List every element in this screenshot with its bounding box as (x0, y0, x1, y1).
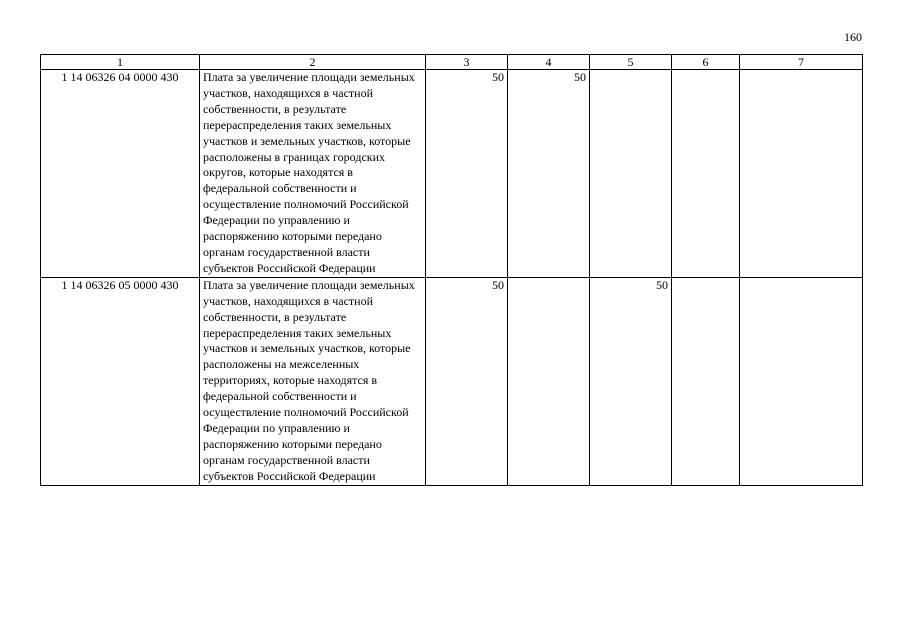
table-row (41, 277, 863, 485)
column-4-value (508, 277, 590, 485)
column-6-value (672, 277, 740, 485)
income-description-cell: Плата за увеличение площади земельных участков, находящихся в частной собственности, в результате перераспределения таких земельных участков и земельных участков, которые расположены на межселенных территориях, которые находятся в федеральной собственности и осуществление полномочий Российской Федерации по управлению и распоряжению которыми передано органам государственной власти субъектов Российской Федерации (200, 277, 426, 485)
income-code-cell: 1 14 06326 04 0000 430 (41, 70, 200, 278)
column-header-1: 1 (41, 55, 200, 70)
column-7-value (740, 70, 863, 278)
column-6-value (672, 70, 740, 278)
column-header-4: 4 (508, 55, 590, 70)
income-description-cell: Плата за увеличение площади земельных участков, находящихся в частной собственности, в результате перераспределения таких земельных участков и земельных участков, которые расположены в границах городских округов, которые находятся в федеральной собственности и осуществление полномочий Российской Федерации по управлению и распоряжению которыми передано органам государственной власти субъектов Российской Федерации (200, 70, 426, 278)
income-code-cell: 1 14 06326 05 0000 430 (41, 277, 200, 485)
column-3-value: 50 (426, 277, 508, 485)
column-header-6: 6 (672, 55, 740, 70)
page-number: 160 (844, 30, 862, 44)
table-row (41, 70, 863, 278)
column-header-2: 2 (200, 55, 426, 70)
column-5-value: 50 (590, 277, 672, 485)
column-header-7: 7 (740, 55, 863, 70)
header-row (41, 55, 863, 70)
column-3-value: 50 (426, 70, 508, 278)
column-7-value (740, 277, 863, 485)
budget-table (40, 54, 863, 486)
column-header-5: 5 (590, 55, 672, 70)
column-header-3: 3 (426, 55, 508, 70)
column-4-value: 50 (508, 70, 590, 278)
column-5-value (590, 70, 672, 278)
